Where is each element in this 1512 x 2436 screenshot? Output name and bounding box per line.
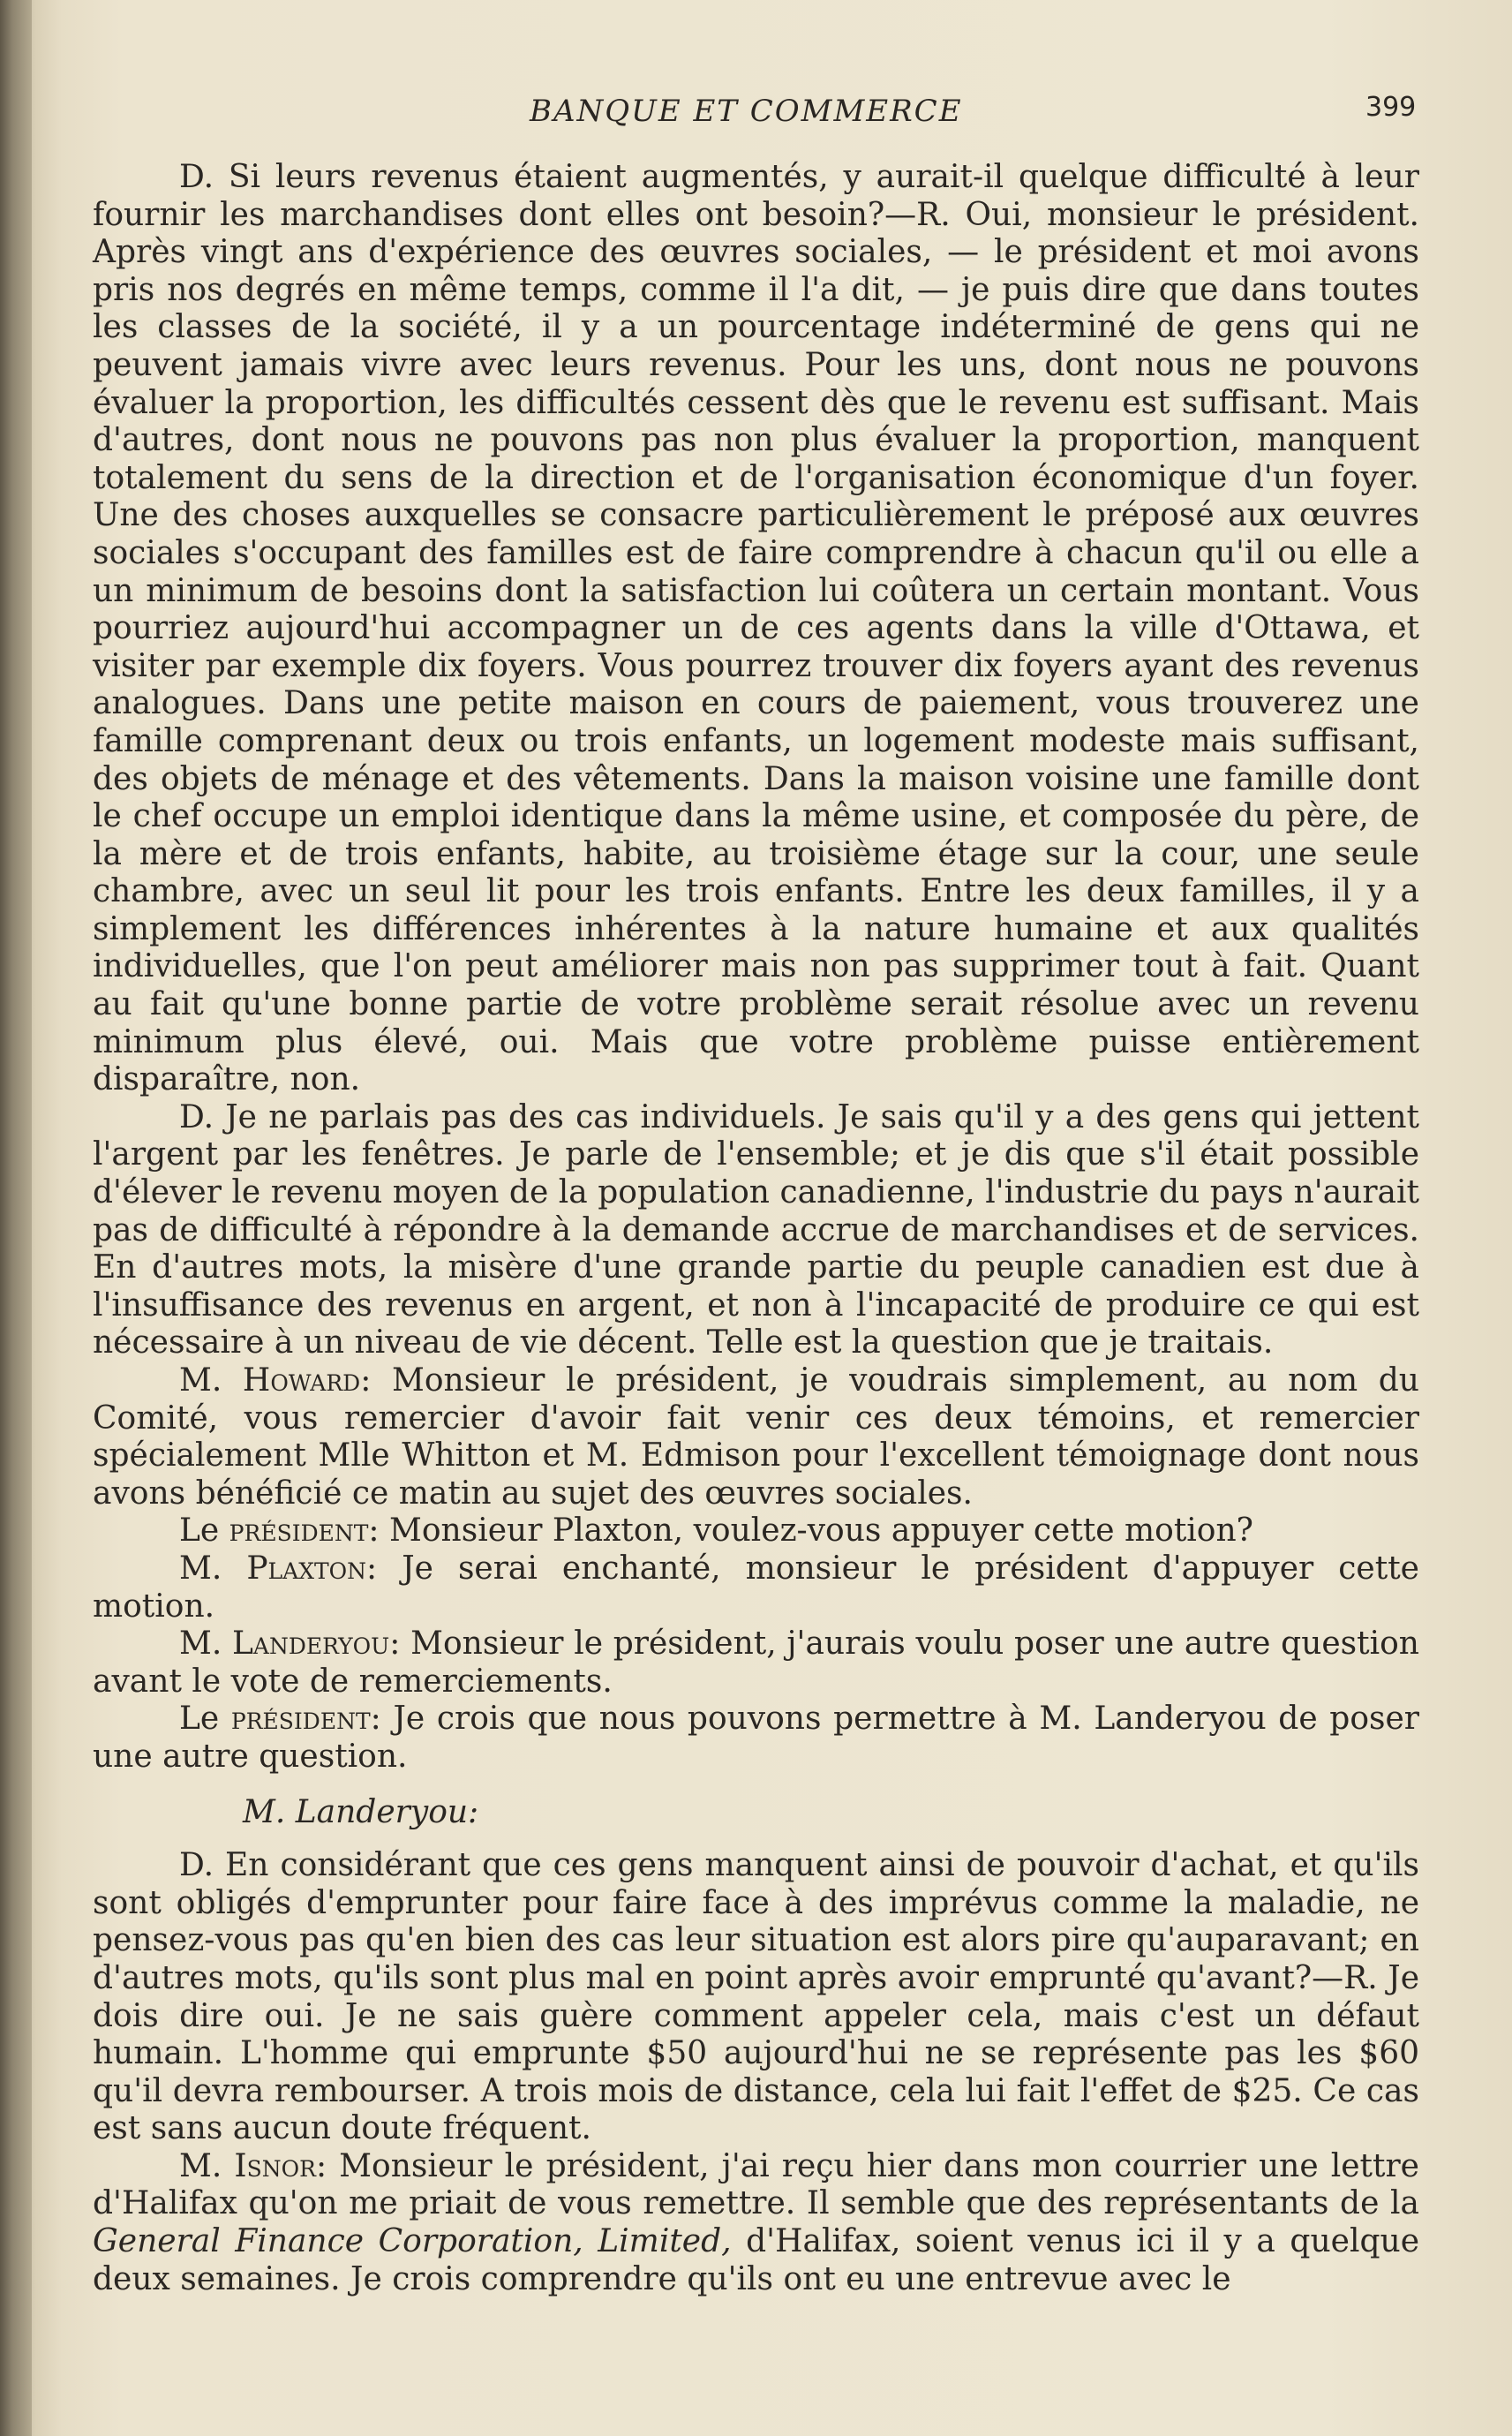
speech-text: Je serai enchanté, monsieur le président d'appuyer cette motion. xyxy=(93,1550,1419,1625)
paragraph-president-2 xyxy=(93,1701,1419,1776)
running-title: BANQUE ET COMMERCE xyxy=(530,94,963,129)
page-header xyxy=(0,85,1512,138)
speaker-prefix: Le xyxy=(179,1701,220,1738)
company-name: General Finance Corporation, Limited, xyxy=(93,2223,732,2260)
speech-text: Je crois que nous pouvons permettre à M. Landeryou de poser une autre question. xyxy=(93,1701,1420,1775)
paragraph-landeryou xyxy=(93,1625,1419,1701)
speech-text: d'Halifax, soient venus ici il y a quelque deux semaines. Je crois comprendre qu'ils ont eu une entrevue avec le xyxy=(93,2223,1419,2297)
book-gutter xyxy=(0,0,32,2436)
paragraph-president-1 xyxy=(93,1512,1419,1550)
speech-text: Monsieur le président, j'ai reçu hier dans mon courrier une lettre d'Halifax qu'on me priait de vous remettre. Il semble que des représentants de la xyxy=(93,2147,1419,2222)
speaker-name: président: xyxy=(230,1701,381,1738)
paragraph-isnor xyxy=(93,2148,1419,2298)
speaker-name: M. Plaxton: xyxy=(179,1550,378,1587)
speaker-prefix: Le xyxy=(179,1512,220,1550)
paragraph-plaxton xyxy=(93,1550,1419,1625)
speech-text: Monsieur Plaxton, voulez-vous appuyer cette motion? xyxy=(389,1512,1253,1550)
paragraph-question: D. Je ne parlais pas des cas individuels. Je sais qu'il y a des gens qui jettent l'argent par les fenêtres. Je parle de l'ensemble; et je dis que s'il était possible d'élever le revenu moyen de la population canadienne, l'industrie du pays n'aurait pas de difficulté à répondre à la demande accrue de marchandises et de services. En d'autres mots, la misère d'une grande partie du peuple canadien est due à l'insuffisance des revenus en argent, et non à l'incapacité de produire ce qui est nécessaire à un niveau de vie décent. Telle est la question que je traitais. xyxy=(93,1098,1419,1361)
paragraph-question-answer: D. Si leurs revenus étaient augmentés, y aurait-il quelque difficulté à leur fournir les marchandises dont elles ont besoin?—R. Oui, monsieur le président. Après vingt ans d'expérience des œuvres sociales, — le président et moi avons pris nos degrés en même temps, comme il l'a dit, — je puis dire que dans toutes les classes de la société, il y a un pourcentage indéterminé de gens qui ne peuvent jamais vivre avec leurs revenus. Pour les uns, dont nous ne pouvons évaluer la proportion, les difficultés cessent dès que le revenu est suffisant. Mais d'autres, dont nous ne pouvons pas non plus évaluer la proportion, manquent totalement du sens de la direction et de l'organisation économique d'un foyer. Une des choses auxquelles se consacre particulièrement le préposé aux œuvres sociales s'occupant des familles est de faire comprendre à chacun qu'il ou elle a un minimum de besoins dont la satisfaction lui coûtera un certain montant. Vous pourriez aujourd'hui accompagner un de ces agents dans la ville d'Ottawa, et visiter par exemple dix foyers. Vous pourrez trouver dix foyers ayant des revenus analogues. Dans une petite maison en cours de paiement, vous trouverez une famille comprenant deux ou trois enfants, un logement modeste mais suffisant, des objets de ménage et des vêtements. Dans la maison voisine une famille dont le chef occupe un emploi identique dans la même usine, et composée du père, de la mère et de trois enfants, habite, au troisième étage sur la cour, une seule chambre, avec un seul lit pour les trois enfants. Entre les deux familles, il y a simplement les différences inhérentes à la nature humaine et aux qualités individuelles, que l'on peut améliorer mais non pas supprimer tout à fait. Quant au fait qu'une bonne partie de votre problème serait résolue avec un revenu minimum plus élevé, oui. Mais que votre problème puisse entièrement disparaître, non. xyxy=(93,159,1419,1098)
speaker-name: M. Isnor: xyxy=(179,2147,327,2184)
paragraph-landeryou-question: D. En considérant que ces gens manquent ainsi de pouvoir d'achat, et qu'ils sont obligés d'emprunter pour faire face à des imprévus comme la maladie, ne pensez-vous pas qu'en bien des cas leur situation est alors pire qu'auparavant; en d'autres mots, qu'ils sont plus mal en point après avoir emprunté qu'avant?—R. Je dois dire oui. Je ne sais guère comment appeler cela, mais c'est un défaut humain. L'homme qui emprunte $50 aujourd'hui ne se représente pas les $60 qu'il devra rembourser. A trois mois de distance, cela lui fait l'effet de $25. Ce cas est sans aucun doute fréquent. xyxy=(93,1847,1419,2147)
paragraph-howard xyxy=(93,1362,1419,1512)
speech-text: Monsieur le président, je voudrais simplement, au nom du Comité, vous remercier d'avoir fait venir ces deux témoins, et remercier spécialement Mlle Whitton et M. Edmison pour l'excellent témoignage dont nous avons bénéficié ce matin au sujet des œuvres sociales. xyxy=(93,1362,1419,1512)
speaker-name: M. Landeryou: xyxy=(179,1625,401,1663)
speaker-name: M. Howard: xyxy=(179,1362,372,1399)
page-number: 399 xyxy=(1365,92,1417,123)
speaker-name: président: xyxy=(229,1512,380,1550)
page-body xyxy=(93,159,1419,2298)
section-subheading: M. Landeryou: xyxy=(243,1793,479,1830)
speech-text: Monsieur le président, j'aurais voulu poser une autre question avant le vote de remerciements. xyxy=(93,1625,1419,1700)
